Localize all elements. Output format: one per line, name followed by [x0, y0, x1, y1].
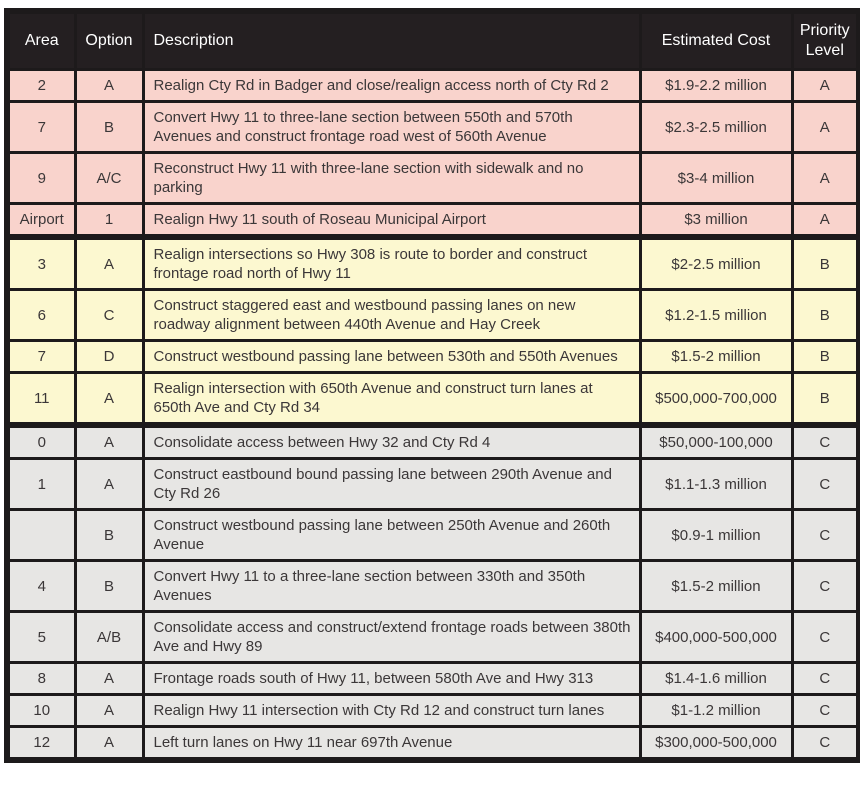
area-cell: 12 — [7, 727, 75, 761]
column-header-area: Area — [7, 11, 75, 70]
estimated-cost-cell: $1.1-1.3 million — [640, 459, 792, 510]
priority-level-cell: C — [792, 510, 859, 561]
area-cell: 4 — [7, 561, 75, 612]
table-row — [7, 425, 859, 459]
priority-level-cell: B — [792, 290, 859, 341]
table-header — [7, 11, 859, 70]
area-cell: 7 — [7, 102, 75, 153]
table-row — [7, 663, 859, 695]
priority-level-cell: A — [792, 153, 859, 204]
description-cell: Consolidate access and construct/extend frontage roads between 380th Ave and Hwy 89 — [143, 612, 640, 663]
option-cell: A/C — [75, 153, 143, 204]
description-cell: Realign Cty Rd in Badger and close/realign access north of Cty Rd 2 — [143, 70, 640, 102]
estimated-cost-cell: $1.2-1.5 million — [640, 290, 792, 341]
table-row — [7, 612, 859, 663]
area-cell: 6 — [7, 290, 75, 341]
estimated-cost-cell: $50,000-100,000 — [640, 425, 792, 459]
estimated-cost-cell: $2.3-2.5 million — [640, 102, 792, 153]
estimated-cost-cell: $0.9-1 million — [640, 510, 792, 561]
option-cell: A — [75, 695, 143, 727]
description-cell: Consolidate access between Hwy 32 and Cty Rd 4 — [143, 425, 640, 459]
estimated-cost-cell: $400,000-500,000 — [640, 612, 792, 663]
table-row — [7, 373, 859, 426]
estimated-cost-cell: $3-4 million — [640, 153, 792, 204]
table-row — [7, 727, 859, 761]
estimated-cost-cell: $1.5-2 million — [640, 561, 792, 612]
description-cell: Realign Hwy 11 intersection with Cty Rd 12 and construct turn lanes — [143, 695, 640, 727]
option-cell: A/B — [75, 612, 143, 663]
description-cell: Construct westbound passing lane between 250th Avenue and 260th Avenue — [143, 510, 640, 561]
priority-level-cell: A — [792, 102, 859, 153]
option-cell: A — [75, 425, 143, 459]
priority-level-cell: B — [792, 341, 859, 373]
description-cell: Convert Hwy 11 to three-lane section between 550th and 570th Avenues and construct frontage road west of 560th Avenue — [143, 102, 640, 153]
option-cell: B — [75, 102, 143, 153]
priority-level-cell: C — [792, 663, 859, 695]
estimated-cost-cell: $1.5-2 million — [640, 341, 792, 373]
area-cell: 0 — [7, 425, 75, 459]
table-row — [7, 459, 859, 510]
header-row — [7, 11, 859, 70]
column-header-option: Option — [75, 11, 143, 70]
table-row — [7, 102, 859, 153]
table-row — [7, 237, 859, 290]
priority-level-cell: C — [792, 612, 859, 663]
column-header-estimated-cost: Estimated Cost — [640, 11, 792, 70]
area-cell: 11 — [7, 373, 75, 426]
priority-level-cell: A — [792, 204, 859, 238]
table-row — [7, 204, 859, 238]
estimated-cost-cell: $2-2.5 million — [640, 237, 792, 290]
option-cell: A — [75, 663, 143, 695]
table-row — [7, 153, 859, 204]
area-cell — [7, 510, 75, 561]
option-cell: C — [75, 290, 143, 341]
improvement-projects-table — [4, 8, 860, 763]
estimated-cost-cell: $500,000-700,000 — [640, 373, 792, 426]
column-header-priority-level: Priority Level — [792, 11, 859, 70]
area-cell: 2 — [7, 70, 75, 102]
option-cell: A — [75, 70, 143, 102]
area-cell: 1 — [7, 459, 75, 510]
option-cell: A — [75, 727, 143, 761]
estimated-cost-cell: $1.4-1.6 million — [640, 663, 792, 695]
option-cell: 1 — [75, 204, 143, 238]
column-header-description: Description — [143, 11, 640, 70]
area-cell: 9 — [7, 153, 75, 204]
option-cell: A — [75, 373, 143, 426]
description-cell: Reconstruct Hwy 11 with three-lane section with sidewalk and no parking — [143, 153, 640, 204]
table-row — [7, 70, 859, 102]
area-cell: 3 — [7, 237, 75, 290]
priority-level-cell: B — [792, 373, 859, 426]
description-cell: Convert Hwy 11 to a three-lane section between 330th and 350th Avenues — [143, 561, 640, 612]
priority-level-cell: A — [792, 70, 859, 102]
description-cell: Construct westbound passing lane between 530th and 550th Avenues — [143, 341, 640, 373]
description-cell: Realign Hwy 11 south of Roseau Municipal Airport — [143, 204, 640, 238]
option-cell: A — [75, 237, 143, 290]
priority-level-cell: C — [792, 561, 859, 612]
table-row — [7, 341, 859, 373]
estimated-cost-cell: $1-1.2 million — [640, 695, 792, 727]
description-cell: Left turn lanes on Hwy 11 near 697th Avenue — [143, 727, 640, 761]
option-cell: B — [75, 510, 143, 561]
option-cell: D — [75, 341, 143, 373]
priority-level-cell: C — [792, 459, 859, 510]
estimated-cost-cell: $3 million — [640, 204, 792, 238]
priority-level-cell: C — [792, 695, 859, 727]
area-cell: 7 — [7, 341, 75, 373]
description-cell: Construct eastbound bound passing lane between 290th Avenue and Cty Rd 26 — [143, 459, 640, 510]
area-cell: 10 — [7, 695, 75, 727]
option-cell: B — [75, 561, 143, 612]
description-cell: Frontage roads south of Hwy 11, between 580th Ave and Hwy 313 — [143, 663, 640, 695]
estimated-cost-cell: $1.9-2.2 million — [640, 70, 792, 102]
table-body — [7, 70, 859, 761]
priority-level-cell: B — [792, 237, 859, 290]
priority-level-cell: C — [792, 727, 859, 761]
table-row — [7, 290, 859, 341]
description-cell: Realign intersections so Hwy 308 is route to border and construct frontage road north of Hwy 11 — [143, 237, 640, 290]
area-cell: Airport — [7, 204, 75, 238]
option-cell: A — [75, 459, 143, 510]
priority-level-cell: C — [792, 425, 859, 459]
description-cell: Realign intersection with 650th Avenue and construct turn lanes at 650th Ave and Cty Rd 34 — [143, 373, 640, 426]
description-cell: Construct staggered east and westbound passing lanes on new roadway alignment between 440th Avenue and Hay Creek — [143, 290, 640, 341]
area-cell: 8 — [7, 663, 75, 695]
table-row — [7, 561, 859, 612]
area-cell: 5 — [7, 612, 75, 663]
estimated-cost-cell: $300,000-500,000 — [640, 727, 792, 761]
table-row — [7, 695, 859, 727]
table-row — [7, 510, 859, 561]
